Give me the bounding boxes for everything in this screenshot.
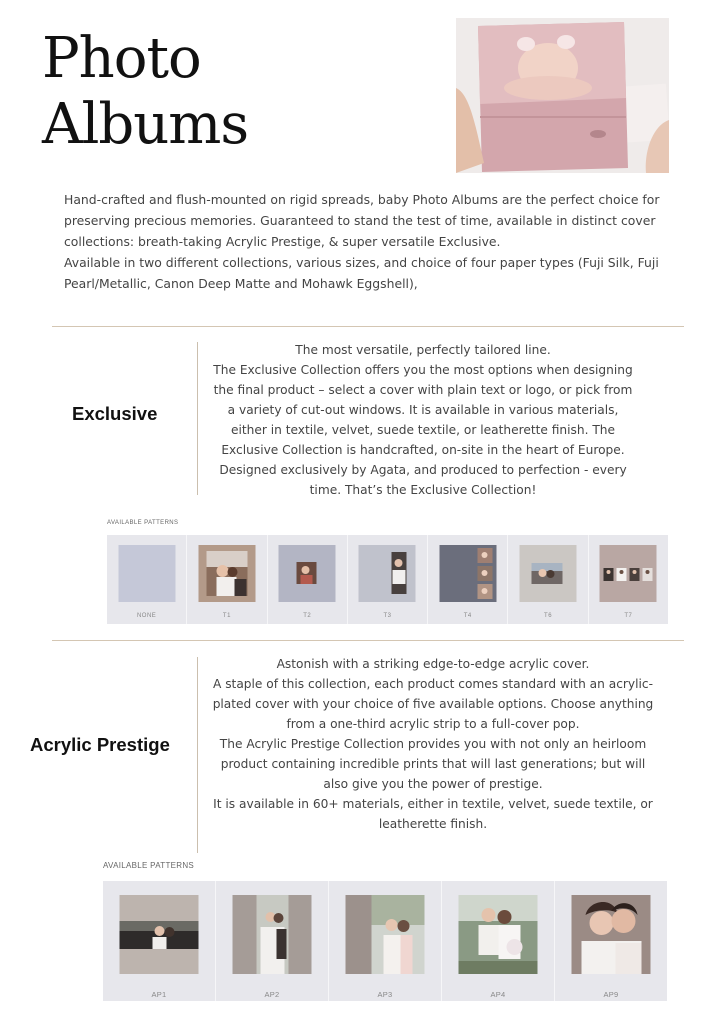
acrylic-body-3: It is available in 60+ materials, either in textile, velvet, suede textile, or leatherette finish. bbox=[213, 797, 653, 831]
pattern-option-t1[interactable] bbox=[187, 535, 267, 624]
pattern-code: AP3 bbox=[377, 990, 393, 999]
pattern-code: T2 bbox=[303, 613, 312, 619]
pattern-code: T3 bbox=[383, 613, 392, 619]
pattern-thumb bbox=[198, 545, 255, 602]
pattern-thumb bbox=[279, 545, 336, 602]
pattern-thumb bbox=[359, 545, 416, 602]
section-divider bbox=[52, 326, 684, 327]
cover-acrylic-strip bbox=[120, 895, 199, 974]
exclusive-patterns-label: AVAILABLE PATTERNS bbox=[107, 520, 179, 526]
pattern-thumb bbox=[439, 545, 496, 602]
cover-plain bbox=[118, 545, 175, 602]
cover-acrylic-center bbox=[233, 895, 312, 974]
cover-acrylic-portrait bbox=[572, 895, 651, 974]
cover-vertical-window bbox=[359, 545, 416, 602]
pattern-option-t7[interactable] bbox=[589, 535, 668, 624]
pattern-thumb bbox=[120, 895, 199, 974]
pattern-code: AP4 bbox=[490, 990, 506, 999]
pattern-code: T7 bbox=[624, 613, 633, 619]
acrylic-description bbox=[210, 654, 656, 834]
exclusive-vertical-divider bbox=[197, 342, 198, 495]
exclusive-pattern-strip bbox=[107, 535, 668, 624]
pattern-option-ap2[interactable] bbox=[216, 881, 329, 1001]
exclusive-body: The Exclusive Collection offers you the most options when designing the final product – select a cover with plain text or logo, or pick from a variety of cut-out windows. It is available in various materials, either in textile, velvet, suede textile, or leatherette finish. The Exclusive Collection is handcrafted, on-site in the heart of Europe. Designed exclusively by Agata, and produced to perfection - every time. That’s the Exclusive Collection! bbox=[213, 363, 633, 497]
cover-acrylic-right bbox=[346, 895, 425, 974]
acrylic-patterns-label: AVAILABLE PATTERNS bbox=[103, 861, 195, 870]
pattern-thumb bbox=[600, 545, 657, 602]
intro-text bbox=[64, 189, 664, 294]
cover-window-row bbox=[600, 545, 657, 602]
pattern-option-t6[interactable] bbox=[508, 535, 588, 624]
pattern-option-t3[interactable] bbox=[348, 535, 428, 624]
pattern-option-ap3[interactable] bbox=[329, 881, 442, 1001]
page-title bbox=[42, 26, 248, 158]
cover-full-window bbox=[198, 545, 255, 602]
pattern-thumb bbox=[520, 545, 577, 602]
acrylic-pattern-strip bbox=[103, 881, 667, 1001]
pattern-thumb bbox=[346, 895, 425, 974]
title-line-1: Photo bbox=[42, 26, 201, 91]
pattern-code: T1 bbox=[222, 613, 231, 619]
cover-small-window bbox=[279, 545, 336, 602]
cover-swatch bbox=[359, 545, 416, 602]
exclusive-heading: Exclusive bbox=[72, 403, 158, 424]
cover-three-windows bbox=[439, 545, 496, 602]
pattern-thumb bbox=[572, 895, 651, 974]
section-divider bbox=[52, 640, 684, 641]
pattern-option-ap4[interactable] bbox=[442, 881, 555, 1001]
pattern-code: AP9 bbox=[603, 990, 619, 999]
cover-acrylic-full bbox=[459, 895, 538, 974]
cover-swatch bbox=[118, 545, 175, 602]
baby-album-illustration bbox=[456, 18, 669, 173]
intro-paragraph-1: Hand-crafted and flush-mounted on rigid spreads, baby Photo Albums are the perfect choice for preserving precious memories. Guaranteed to stand the test of time, available in distinct cover collections: breath-taking Acrylic Prestige, & super versatile Exclusive. bbox=[64, 192, 660, 249]
intro-paragraph-2: Available in two different collections, various sizes, and choice of four paper types (Fuji Silk, Fuji Pearl/Metallic, Canon Deep Matte and Mohawk Eggshell), bbox=[64, 255, 659, 291]
title-line-2: Albums bbox=[42, 92, 249, 157]
pattern-thumb bbox=[233, 895, 312, 974]
pattern-thumb bbox=[118, 545, 175, 602]
exclusive-lead: The most versatile, perfectly tailored line. bbox=[295, 343, 551, 357]
acrylic-body-1: A staple of this collection, each product comes standard with an acrylic-plated cover with your choice of five available options. Choose anything from a one-third acrylic strip to a full-cover pop. bbox=[212, 677, 654, 731]
acrylic-prestige-heading: Acrylic Prestige bbox=[30, 734, 170, 755]
pattern-option-none[interactable] bbox=[107, 535, 187, 624]
cover-landscape-window bbox=[520, 545, 577, 602]
acrylic-lead: Astonish with a striking edge-to-edge acrylic cover. bbox=[276, 657, 590, 671]
exclusive-description bbox=[211, 340, 635, 500]
acrylic-body-2: The Acrylic Prestige Collection provides you with not only an heirloom product containing incredible prints that will last generations; but will also give you the power of prestige. bbox=[219, 737, 647, 791]
pattern-option-ap1[interactable] bbox=[103, 881, 216, 1001]
pattern-code: T4 bbox=[463, 613, 472, 619]
pattern-option-ap9[interactable] bbox=[555, 881, 667, 1001]
pattern-option-t4[interactable] bbox=[428, 535, 508, 624]
pattern-code: AP1 bbox=[151, 990, 167, 999]
pattern-code: NONE bbox=[136, 613, 157, 619]
pattern-thumb bbox=[459, 895, 538, 974]
pattern-option-t2[interactable] bbox=[268, 535, 348, 624]
hero-photo-album-image bbox=[456, 18, 669, 173]
pattern-code: AP2 bbox=[264, 990, 280, 999]
acrylic-vertical-divider bbox=[197, 657, 198, 853]
pattern-code: T6 bbox=[544, 613, 553, 619]
